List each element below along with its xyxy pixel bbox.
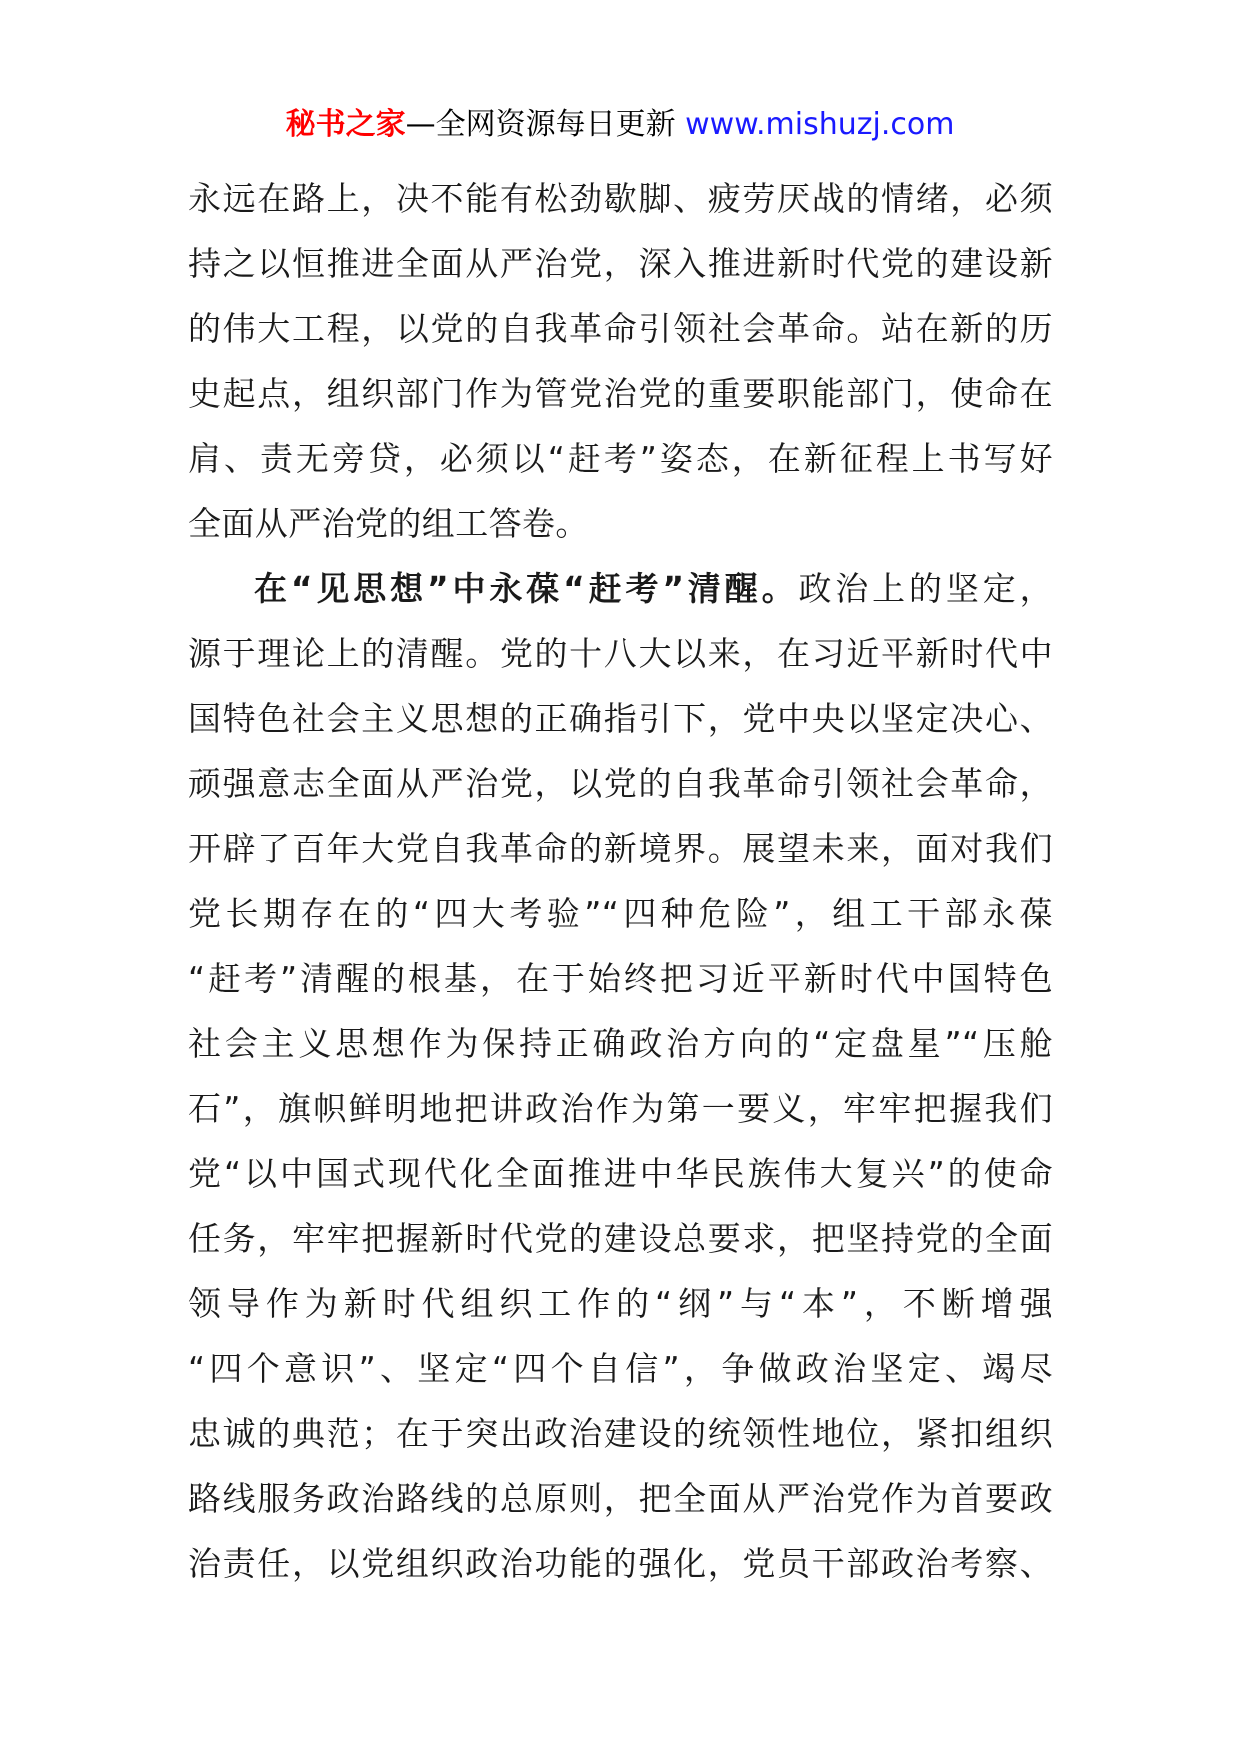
text-line: 党长期存在的“四大考验”“四种危险”，组工干部永葆 bbox=[188, 894, 1053, 933]
text-line: 顽强意志全面从严治党，以党的自我革命引领社会革命， bbox=[188, 764, 1053, 803]
text-line: 源于理论上的清醒。党的十八大以来，在习近平新时代中 bbox=[188, 634, 1053, 673]
text-line: 史起点，组织部门作为管党治党的重要职能部门，使命在 bbox=[188, 374, 1053, 413]
text-line: “四个意识”、坚定“四个自信”，争做政治坚定、竭尽 bbox=[188, 1349, 1053, 1388]
text-line: 开辟了百年大党自我革命的新境界。展望未来，面对我们 bbox=[188, 829, 1053, 868]
text-line: 忠诚的典范；在于突出政治建设的统领性地位，紧扣组织 bbox=[188, 1414, 1053, 1453]
text-line: 持之以恒推进全面从严治党，深入推进新时代党的建设新 bbox=[188, 244, 1053, 283]
text-line: 社会主义思想作为保持正确政治方向的“定盘星”“压舱 bbox=[188, 1024, 1053, 1063]
text-line: 路线服务政治路线的总原则，把全面从严治党作为首要政 bbox=[188, 1479, 1053, 1518]
site-brand: 秘书之家 bbox=[285, 107, 406, 142]
text-line: 的伟大工程，以党的自我革命引领社会革命。站在新的历 bbox=[188, 309, 1053, 348]
text-line: 国特色社会主义思想的正确指引下，党中央以坚定决心、 bbox=[188, 699, 1053, 738]
section-heading: 在“见思想”中永葆“赶考”清醒。 bbox=[254, 569, 799, 608]
text-line: 任务，牢牢把握新时代党的建设总要求，把坚持党的全面 bbox=[188, 1219, 1053, 1258]
text-line: 永远在路上，决不能有松劲歇脚、疲劳厌战的情绪，必须 bbox=[188, 179, 1053, 218]
page-header bbox=[0, 103, 1240, 147]
text-line: 肩、责无旁贷，必须以“赶考”姿态，在新征程上书写好 bbox=[188, 439, 1053, 478]
body-text bbox=[188, 166, 1053, 1596]
section-heading-continuation: 政治上的坚定， bbox=[798, 569, 1053, 608]
site-tagline: —全网资源每日更新 bbox=[405, 107, 686, 142]
text-line: 领导作为新时代组织工作的“纲”与“本”，不断增强 bbox=[188, 1284, 1053, 1323]
section-heading-line bbox=[188, 556, 1053, 621]
text-line: 治责任，以党组织政治功能的强化，党员干部政治考察、 bbox=[188, 1544, 1053, 1583]
text-line: “赶考”清醒的根基，在于始终把习近平新时代中国特色 bbox=[188, 959, 1053, 998]
site-url-link[interactable]: www.mishuzj.com bbox=[685, 107, 955, 142]
text-line: 石”，旗帜鲜明地把讲政治作为第一要义，牢牢把握我们 bbox=[188, 1089, 1053, 1128]
text-line: 党“以中国式现代化全面推进中华民族伟大复兴”的使命 bbox=[188, 1154, 1053, 1193]
text-line: 全面从严治党的组工答卷。 bbox=[188, 504, 589, 543]
